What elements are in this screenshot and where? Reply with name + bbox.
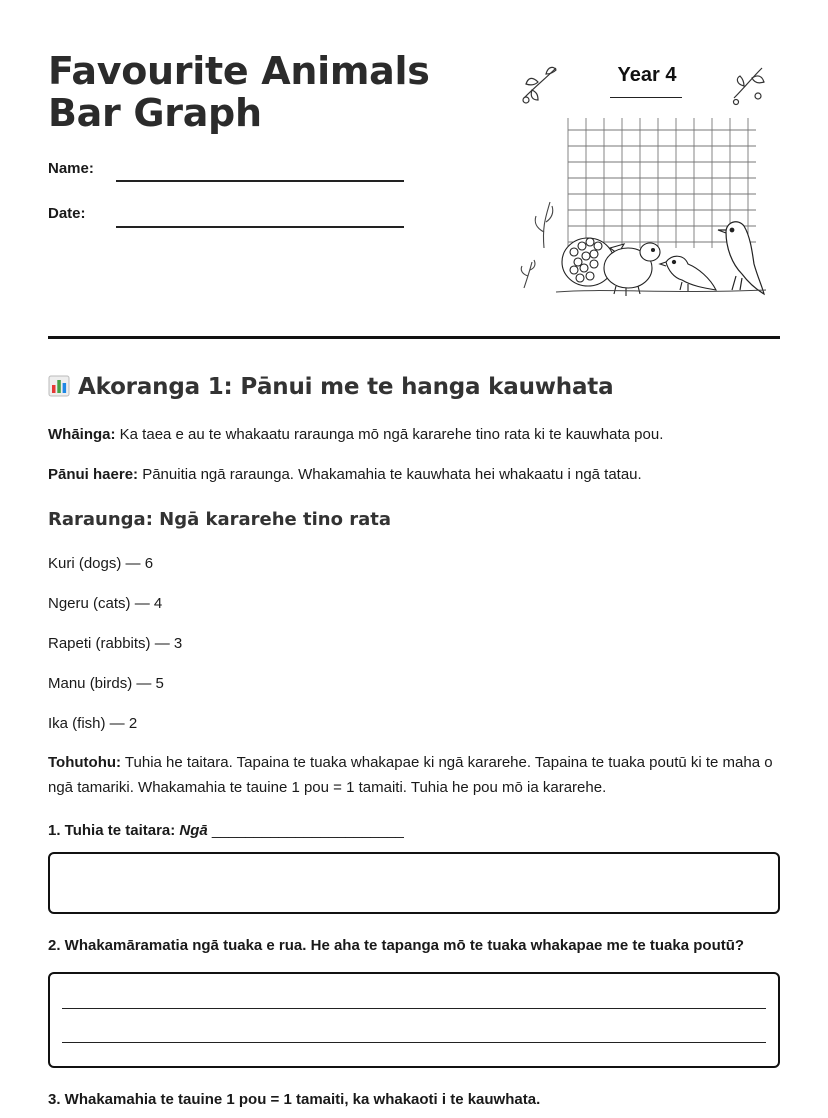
- answer-line: [62, 1042, 766, 1043]
- goal-paragraph: [48, 422, 780, 447]
- hint-text: Tuhia he taitara. Tapaina te tuaka whakapae ki ngā kararehe. Tapaina te tuaka poutū ki te maha o ngā tamariki. Whakamahia te tauine 1 pou = 1 tamaiti. Tuhia he pou mō ia kararehe.: [48, 754, 773, 796]
- data-item: Ngeru (cats) — 4: [48, 595, 163, 612]
- section-heading: [48, 374, 613, 400]
- hint-paragraph: [48, 750, 780, 800]
- question-1-label: 1. Tuhia te taitara:: [48, 822, 180, 839]
- small-bird-icon: [660, 256, 716, 292]
- question-1-blank: _______________________: [207, 822, 404, 839]
- read-label: Pānui haere:: [48, 466, 139, 483]
- goal-label: Whāinga:: [48, 426, 116, 443]
- name-field[interactable]: [116, 180, 404, 182]
- data-item: Rapeti (rabbits) — 3: [48, 635, 183, 652]
- question-1: [48, 822, 404, 839]
- section-heading-text: Akoranga 1: Pānui me te hanga kauwhata: [78, 374, 614, 400]
- data-item: Manu (birds) — 5: [48, 675, 164, 692]
- hint-label: Tohutohu:: [48, 754, 122, 771]
- sprig-top-right-icon: [734, 68, 765, 105]
- sheep-icon: [604, 243, 660, 296]
- answer-box-2[interactable]: [48, 972, 780, 1068]
- data-heading: Raraunga: Ngā kararehe tino rata: [48, 509, 392, 530]
- question-3: 3. Whakamahia te tauine 1 pou = 1 tamaiti, ka whakaoti i te kauwhata.: [48, 1091, 541, 1108]
- tui-bird-icon: [718, 222, 764, 294]
- answer-line: [62, 1008, 766, 1009]
- read-text: Pānuitia ngā raraunga. Whakamahia te kauwhata hei whakaatu i ngā tatau.: [138, 466, 642, 483]
- fern-icon: [521, 202, 553, 288]
- date-field[interactable]: [116, 226, 404, 228]
- sprig-top-left-icon: [523, 67, 556, 103]
- question-1-italic: Ngā: [179, 822, 208, 839]
- goal-text: Ka taea e au te whakaatu raraunga mō ngā kararehe tino rata ki te kauwhata pou.: [115, 426, 664, 443]
- header-divider: [48, 336, 780, 339]
- page-title: Favourite Animals Bar Graph: [48, 49, 430, 135]
- grid-animals-illustration: [516, 56, 780, 302]
- answer-box-1[interactable]: [48, 852, 780, 914]
- read-paragraph: [48, 462, 780, 487]
- year-label: Year 4: [617, 64, 677, 86]
- data-item: Kuri (dogs) — 6: [48, 555, 154, 572]
- date-label: Date:: [48, 205, 86, 222]
- year-underline: [610, 97, 682, 98]
- question-2: 2. Whakamāramatia ngā tuaka e rua. He aha te tapanga mō te tuaka whakapae me te tuaka poutū?: [48, 937, 745, 954]
- bar-chart-icon: [48, 375, 70, 397]
- data-item: Ika (fish) — 2: [48, 715, 138, 732]
- name-label: Name:: [48, 160, 94, 177]
